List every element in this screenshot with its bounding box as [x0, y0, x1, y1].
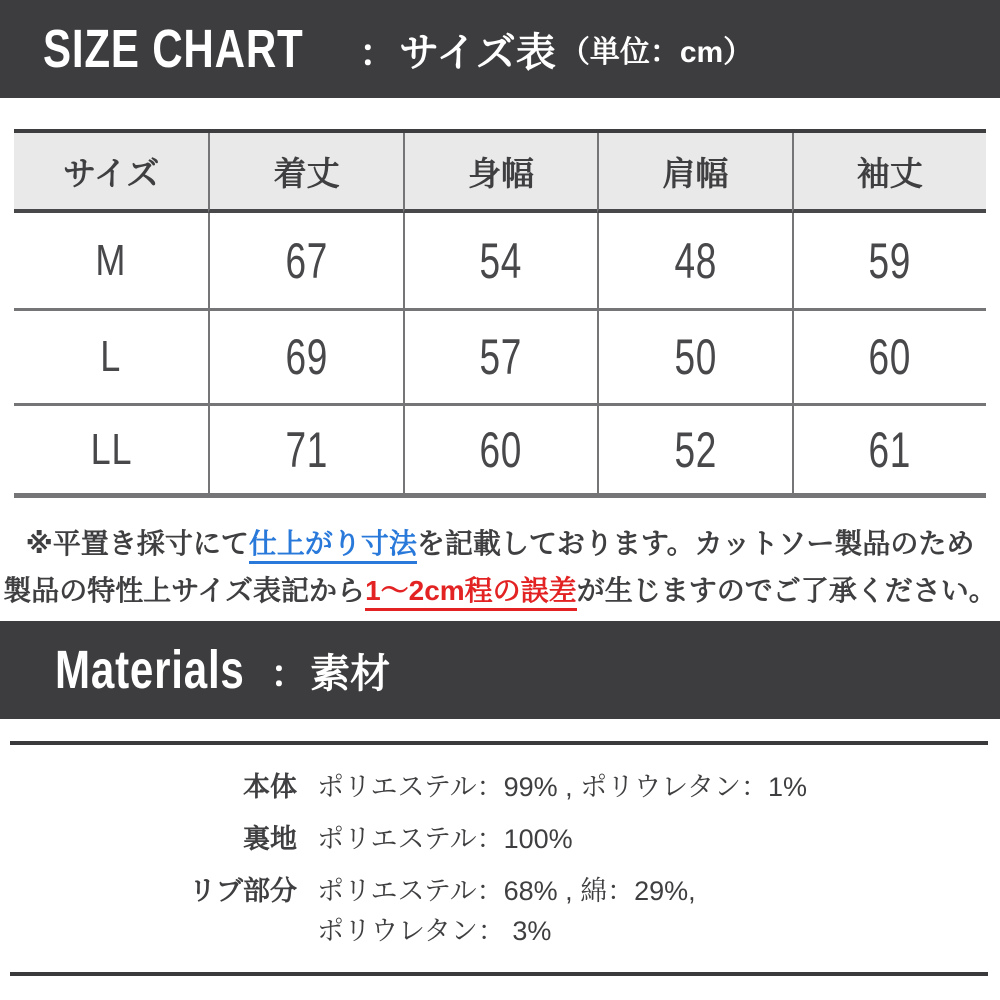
table-row-m-shoulder	[597, 213, 791, 308]
value: 50	[674, 329, 717, 385]
material-row-lining	[0, 819, 1000, 859]
size-chart-title-ja: サイズ表	[399, 30, 556, 75]
table-row-ll-size	[14, 403, 208, 498]
material-row-rib	[0, 871, 1000, 951]
value: 57	[479, 329, 523, 385]
note-highlight-blue: 仕上がり寸法	[249, 528, 417, 564]
measurement-note	[0, 520, 1000, 614]
table-row-l-size	[14, 308, 208, 403]
table-row-m-width	[403, 213, 597, 308]
note-line-1	[0, 520, 1000, 567]
materials-list	[0, 745, 1000, 951]
size-chart-unit: （単位：cm）	[559, 36, 754, 69]
table-row-ll-sleeve	[792, 403, 986, 498]
material-label: リブ部分	[189, 876, 297, 906]
material-row-body	[0, 767, 1000, 807]
size-table-header-size: サイズ	[14, 133, 208, 213]
table-row-ll-length	[208, 403, 402, 498]
size-table-header-sleeve: 袖丈	[792, 133, 986, 213]
note-text: が生じますのでご了承ください。	[576, 575, 997, 606]
value: 59	[868, 232, 912, 289]
value: 67	[285, 232, 328, 289]
note-text: 製品の特性上サイズ表記から	[3, 575, 366, 606]
value: 69	[285, 329, 328, 385]
size-chart-title-en: SIZE CHART	[43, 19, 304, 79]
table-row-l-length	[208, 308, 402, 403]
table-row-l-width	[403, 308, 597, 403]
size-label: LL	[90, 424, 133, 474]
material-value: ポリエステル：100%	[317, 824, 573, 854]
size-table-header-length: 着丈	[208, 133, 402, 213]
material-label: 裏地	[243, 824, 297, 854]
size-chart-banner	[0, 0, 1000, 98]
size-label: M	[95, 235, 127, 285]
size-chart-title-colon: ：	[359, 32, 398, 75]
note-text: ※平置き採寸にて	[25, 528, 249, 559]
size-table-header-width: 身幅	[403, 133, 597, 213]
table-row-l-shoulder	[597, 308, 791, 403]
value: 61	[868, 421, 912, 478]
size-table	[14, 129, 986, 498]
materials-banner	[0, 621, 1000, 719]
table-row-m-sleeve	[792, 213, 986, 308]
note-highlight-red: 1〜2cm程の誤差	[365, 575, 577, 611]
table-row-ll-shoulder	[597, 403, 791, 498]
divider-rule-bottom	[10, 972, 988, 976]
material-value-line1: ポリエステル：68% , 綿：29%,	[317, 876, 696, 906]
table-row-l-sleeve	[792, 308, 986, 403]
size-label: L	[100, 332, 122, 381]
materials-title-ja: 素材	[310, 651, 391, 696]
materials-title-en: Materials	[55, 640, 245, 700]
material-label: 本体	[243, 772, 297, 802]
value: 71	[285, 421, 328, 478]
table-row-m-length	[208, 213, 402, 308]
value: 60	[868, 329, 912, 385]
value: 60	[479, 421, 523, 478]
value: 54	[479, 232, 523, 289]
materials-title-colon: ：	[270, 653, 309, 696]
note-text: を記載しております。カットソー製品のため	[416, 528, 975, 559]
table-row-ll-width	[403, 403, 597, 498]
note-line-2	[0, 567, 1000, 614]
material-value	[317, 871, 696, 951]
value: 48	[674, 232, 717, 289]
material-value-line2: ポリウレタン： 3%	[317, 916, 552, 946]
material-value: ポリエステル：99% , ポリウレタン：1%	[317, 772, 808, 802]
value: 52	[674, 421, 717, 478]
table-row-m-size	[14, 213, 208, 308]
size-table-header-shoulder: 肩幅	[597, 133, 791, 213]
